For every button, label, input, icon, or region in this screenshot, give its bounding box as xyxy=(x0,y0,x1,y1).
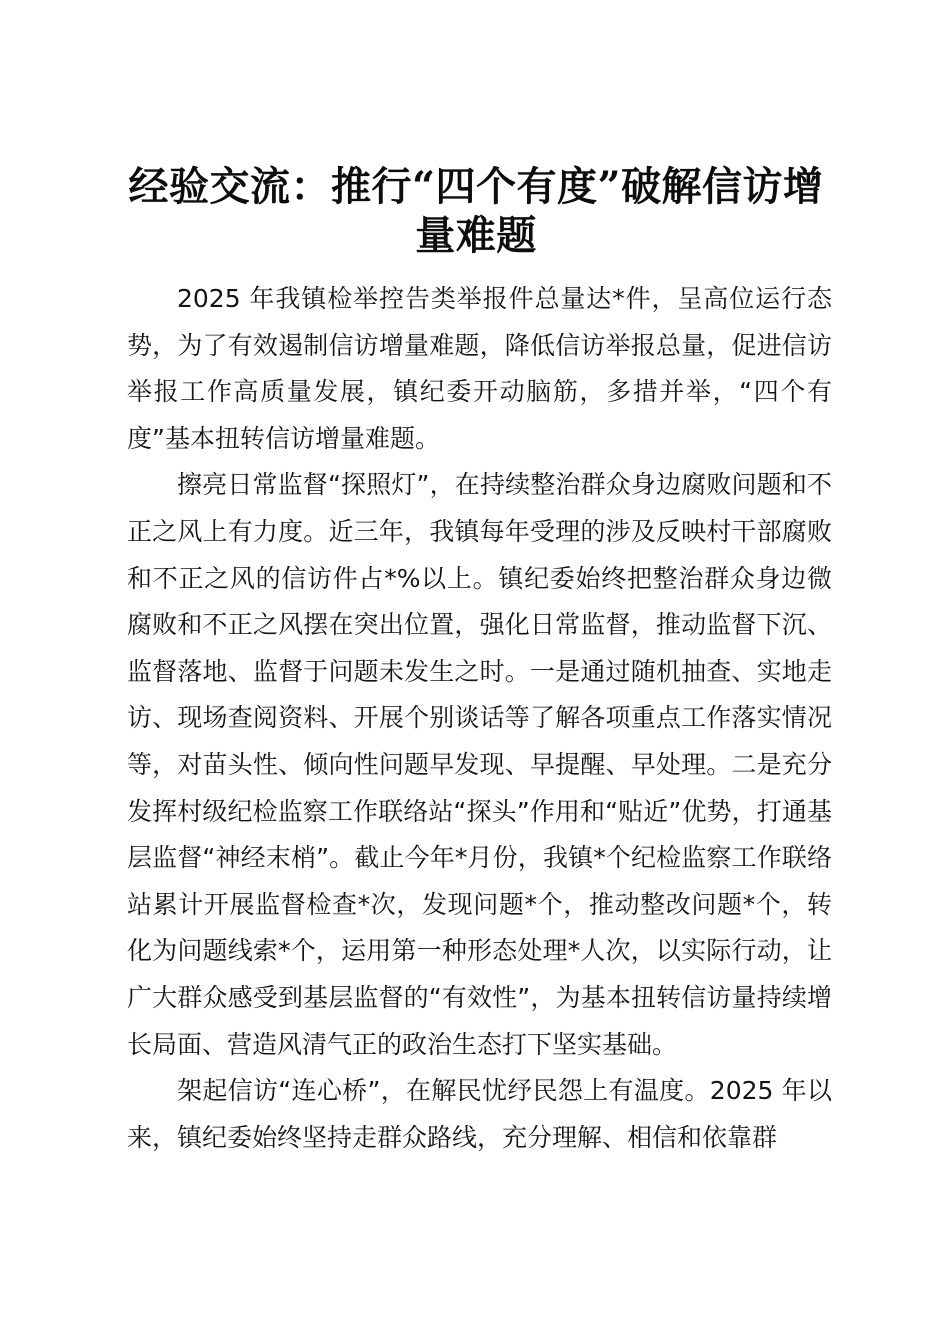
document-title: 经验交流：推行“四个有度”破解信访增量难题 xyxy=(128,163,824,259)
document-body xyxy=(127,276,832,1161)
paragraph-supervision: 擦亮日常监督“探照灯”，在持续整治群众身边腐败问题和不正之风上有力度。近三年，我镇每年受理的涉及反映村干部腐败和不正之风的信访件占*%以上。镇纪委始终把整治群众身边微腐败和不正之风摆在突出位置，强化日常监督，推动监督下沉、监督落地、监督于问题未发生之时。一是通过随机抽查、实地走访、现场查阅资料、开展个别谈话等了解各项重点工作落实情况等，对苗头性、倾向性问题早发现、早提醒、早处理。二是充分发挥村级纪检监察工作联络站“探头”作用和“贴近”优势，打通基层监督“神经末梢”。截止今年*月份，我镇*个纪检监察工作联络站累计开展监督检查*次，发现问题*个，推动整改问题*个，转化为问题线索*个，运用第一种形态处理*人次，以实际行动，让广大群众感受到基层监督的“有效性”，为基本扭转信访量持续增长局面、营造风清气正的政治生态打下坚实基础。 xyxy=(127,470,832,1059)
paragraph-petition-bridge: 架起信访“连心桥”，在解民忧纾民怨上有温度。2025 年以来，镇纪委始终坚持走群众路线，充分理解、相信和依靠群 xyxy=(127,1076,832,1152)
paragraph-intro: 2025 年我镇检举控告类举报件总量达*件，呈高位运行态势，为了有效遏制信访增量难题，降低信访举报总量，促进信访举报工作高质量发展，镇纪委开动脑筋，多措并举，“四个有度”基本扭转信访增量难题。 xyxy=(127,284,832,453)
